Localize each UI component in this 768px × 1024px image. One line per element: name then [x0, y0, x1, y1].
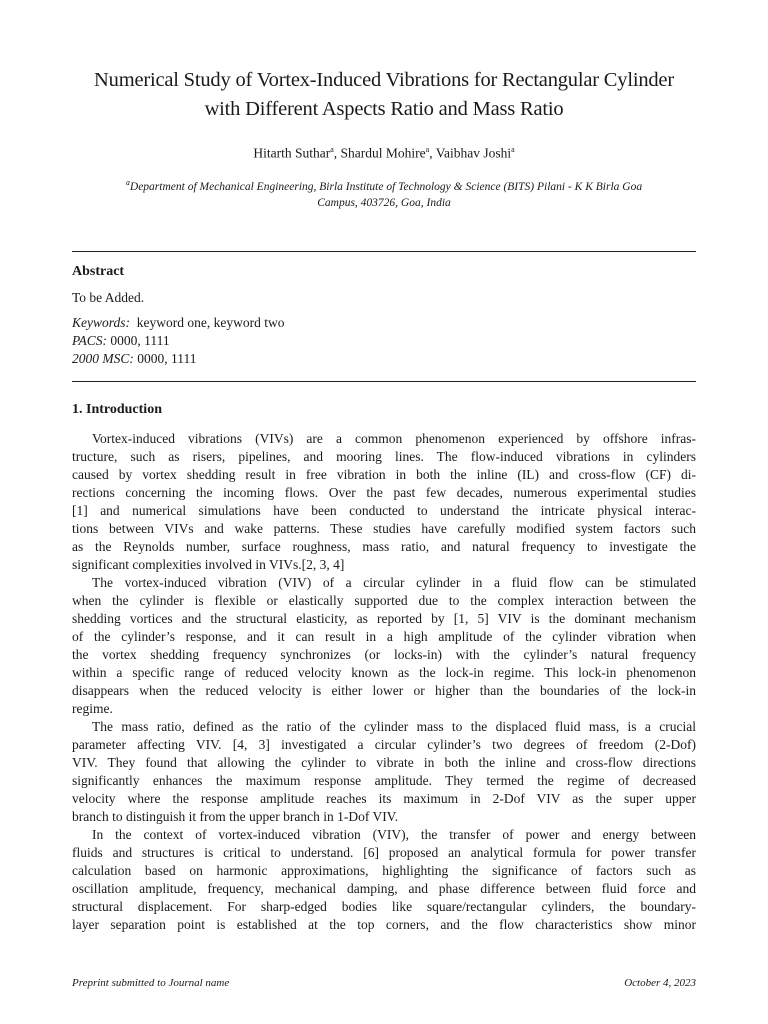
footer-journal: Preprint submitted to Journal name [72, 977, 230, 989]
keywords-value: keyword one, keyword two [136, 315, 285, 330]
body-line: significantly enhances the maximum response amplitude. They termed the regime of decreased [72, 773, 696, 788]
body-line: The mass ratio, defined as the ratio of the cylinder mass to the displaced fluid mass, is a crucial [92, 719, 696, 734]
body-line: The vortex-induced vibration (VIV) of a circular cylinder in a fluid flow can be stimulated [92, 575, 696, 590]
abstract-heading: Abstract [72, 264, 125, 279]
footer-date: October 4, 2023 [624, 977, 696, 989]
body-line: tions between VIVs and wake patterns. These studies have carefully modified system factors such [72, 521, 696, 536]
title-line: Numerical Study of Vortex-Induced Vibrations for Rectangular Cylinder [94, 69, 674, 91]
msc-label: 2000 MSC: [72, 351, 134, 366]
body-line: branch to distinguish it from the upper branch in 1-Dof VIV. [72, 809, 399, 824]
body-line: significant complexities involved in VIVs.[2, 3, 4] [72, 557, 345, 572]
body-line: oscillation amplitude, frequency, mechanical damping, and phase difference between fluid force and [72, 881, 696, 896]
pacs-value: 0000, 1111 [110, 333, 170, 348]
abstract-text: To be Added. [72, 290, 145, 305]
body-line: as the Reynolds number, surface roughness, mass ratio, and natural frequency to investigate the [72, 539, 696, 554]
author-name: Vaibhav Joshi [435, 145, 512, 161]
author-affil-mark: a [330, 145, 334, 154]
body-line: parameter affecting VIV. [4, 3] investigated a circular cylinder’s two degrees of freedom (2-Dof) [72, 737, 696, 752]
affiliation [72, 175, 696, 211]
affiliation-line: Campus, 403726, Goa, India [317, 196, 451, 209]
body-line: structural displacement. For sharp-edged bodies like square/rectangular cylinders, the boundary- [72, 899, 696, 914]
body-line: calculation based on harmonic approximations, highlighting the significance of factors such as [72, 863, 696, 878]
body-line: disappears when the reduced velocity is either lower or higher than the boundaries of the lock-in [72, 683, 696, 698]
section-body [72, 430, 696, 934]
body-line: within a specific range of reduced velocity known as the lock-in regime. This lock-in phenomenon [72, 665, 696, 680]
section-heading: 1. Introduction [72, 402, 162, 417]
affiliation-mark: a [125, 178, 130, 187]
body-line: of the cylinder’s response, and it can result in a high amplitude of the cylinder vibration when [72, 629, 696, 644]
body-line: VIV. They found that allowing the cylinder to vibrate in both the inline and cross-flow directions [72, 755, 696, 770]
author-name: Hitarth Suthar [253, 145, 331, 161]
body-line: In the context of vortex-induced vibration (VIV), the transfer of power and energy between [92, 827, 696, 842]
author-affil-mark: a [425, 145, 430, 154]
body-line: velocity where the response amplitude reaches its maximum in 2-Dof VIV as the super upper [72, 791, 696, 806]
pacs-label: PACS: [72, 333, 108, 348]
body-line: Vortex-induced vibrations (VIVs) are a common phenomenon experienced by offshore infras- [92, 431, 696, 446]
msc-line [72, 351, 197, 367]
body-line: fluids and structures is critical to understand. [6] proposed an analytical formula for power transfer [72, 845, 696, 860]
body-line: [1] and numerical simulations have been conducted to understand the intricate physical interac- [72, 503, 696, 518]
body-line: when the cylinder is flexible or elastically supported due to the complex interaction between the [72, 593, 696, 608]
author-affil-mark: a [511, 145, 515, 154]
body-line: regime. [72, 701, 113, 716]
body-line: layer separation point is established at the top corners, and the flow characteristics show minor [72, 917, 696, 932]
bottom-divider [72, 381, 696, 382]
affiliation-line: $^a$Department of Mechanical Engineering, Birla Institute of Technology & Science (BITS) Pilani - K K Birla Goa [125, 178, 643, 193]
title-line: with Different Aspects Ratio and Mass Ratio [204, 98, 564, 120]
author-name: Shardul Mohire [340, 145, 426, 161]
keywords-line [72, 315, 284, 331]
body-line: tructure, such as risers, pipelines, and mooring lines. The flow-induced vibrations in cylinders [72, 449, 696, 464]
keywords-label: Keywords: [72, 315, 130, 330]
pacs-line [72, 333, 170, 349]
paper-title [40, 66, 728, 124]
msc-value: 0000, 1111 [137, 351, 197, 366]
body-line: shedding vortices and the structural elasticity, as reported by [1, 5] VIV is the dominant mechanism [72, 611, 696, 626]
body-line: rections concerning the incoming flows. Over the past few decades, numerous experimental studies [72, 485, 696, 500]
body-line: caused by vortex shedding result in free vibration in both the inline (IL) and cross-flow (CF) di- [72, 467, 696, 482]
author-list: Hitarth Suthar$^a$, Shardul Mohire$^a$, Vaibhav Joshi$^a$ [253, 145, 515, 161]
top-divider [72, 251, 696, 252]
body-line: the vortex shedding frequency synchronizes (or locks-in) with the cylinder’s natural frequency [72, 647, 696, 662]
